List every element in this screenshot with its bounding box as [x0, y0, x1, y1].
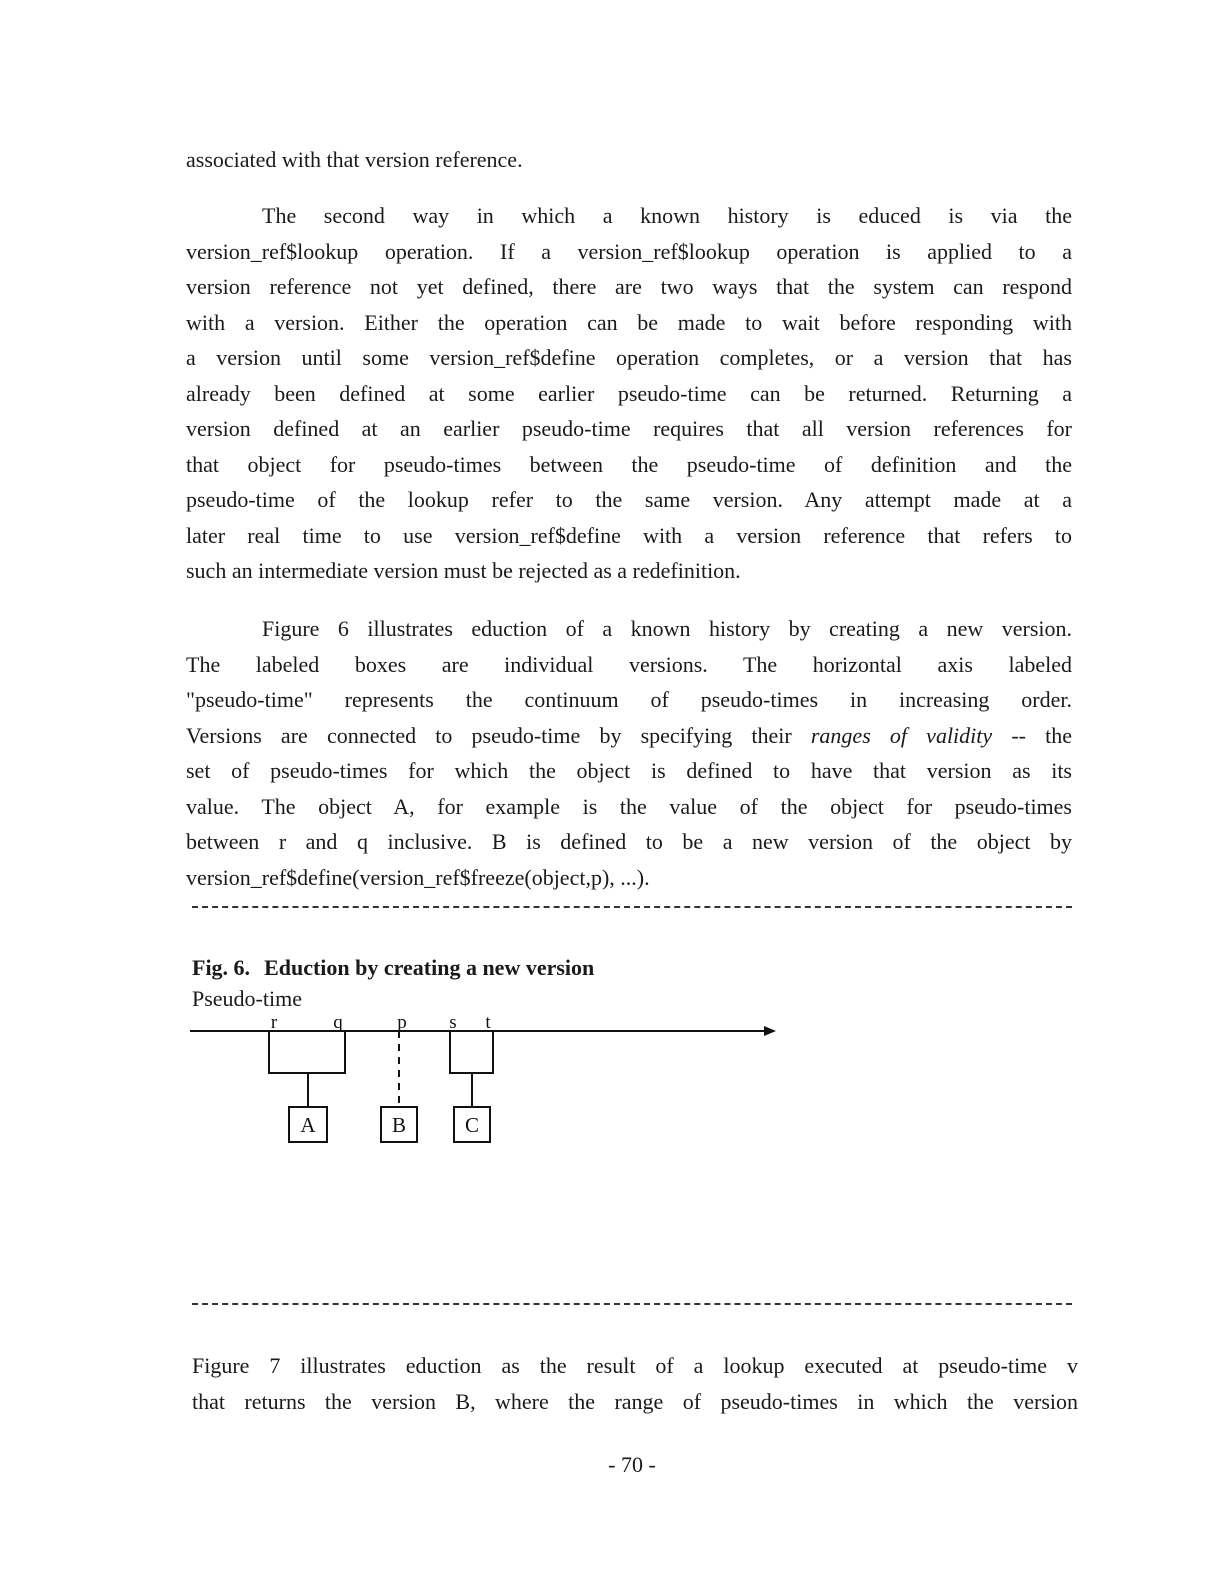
text-line: with a version. Either the operation can be made to wait before responding with — [186, 309, 1072, 335]
version-label-c: C — [464, 1113, 480, 1137]
range-bracket-c — [450, 1031, 493, 1073]
axis-label: Pseudo-time — [192, 986, 302, 1011]
text-line: version_ref$lookup operation. If a version_ref$lookup operation is applied to a — [186, 238, 1072, 264]
paragraph-figure-7-intro — [192, 1348, 1078, 1419]
tick-label-s: s — [449, 1012, 457, 1033]
text-line: The second way in which a known history is educed is via the — [262, 203, 1072, 228]
tick-label-r: r — [270, 1012, 278, 1033]
tick-label-t: t — [485, 1012, 491, 1033]
paragraph-lookup-eduction — [186, 198, 1072, 589]
range-bracket-a — [269, 1031, 345, 1073]
text-line: version reference not yet defined, there are two ways that the system can respond — [186, 274, 1072, 299]
paragraph-continuation — [186, 142, 1072, 178]
text-line: already been defined at some earlier pseudo-time can be returned. Returning a — [186, 380, 1072, 406]
text-line: "pseudo-time" represents the continuum of pseudo-times in increasing order. — [186, 687, 1072, 712]
figure-bottom-divider — [192, 1303, 1072, 1305]
text-line: value. The object A, for example is the value of the object for pseudo-times — [186, 793, 1072, 819]
text-line: version defined at an earlier pseudo-time requires that all version references for — [186, 416, 1072, 441]
text-line: Figure 6 illustrates eduction of a known history by creating a new version. — [262, 616, 1072, 641]
text-segment: Versions are connected to pseudo-time by specifying their — [186, 722, 792, 748]
paragraph-figure-6-description — [186, 611, 1072, 895]
text-line: The labeled boxes are individual versions. The horizontal axis labeled — [186, 651, 1072, 677]
figure-number: Fig. 6. — [192, 955, 251, 980]
text-line: set of pseudo-times for which the object is defined to have that version as its — [186, 758, 1072, 783]
tick-label-p: p — [397, 1012, 407, 1033]
text-line: version_ref$define(version_ref$freeze(object,p), ...). — [186, 864, 650, 890]
eduction-diagram — [180, 1010, 800, 1160]
version-label-a: A — [300, 1113, 316, 1137]
figure-caption: Eduction by creating a new version — [264, 955, 595, 980]
tick-label-q: q — [333, 1012, 343, 1033]
text-line: associated with that version reference. — [186, 147, 523, 172]
version-label-b: B — [391, 1113, 407, 1137]
text-line: between r and q inclusive. B is defined to be a new version of the object by — [186, 829, 1072, 854]
axis-arrowhead-icon — [764, 1026, 776, 1036]
figure-title — [192, 952, 594, 984]
emphasis-ranges-of-validity: ranges of validity — [810, 722, 993, 748]
text-line: later real time to use version_ref$define with a version reference that refers to — [186, 522, 1072, 548]
text-line: a version until some version_ref$define operation completes, or a version that has — [186, 345, 1072, 370]
figure-top-divider — [192, 906, 1072, 908]
text-segment: -- the — [1011, 722, 1073, 748]
text-line: that returns the version B, where the range of pseudo-times in which the version — [192, 1388, 1078, 1414]
text-line — [186, 718, 1072, 754]
text-line: that object for pseudo-times between the pseudo-time of definition and the — [186, 451, 1072, 477]
text-line: pseudo-time of the lookup refer to the same version. Any attempt made at a — [186, 487, 1072, 512]
page-number: - 70 - — [608, 1452, 656, 1477]
text-line: Figure 7 illustrates eduction as the result of a lookup executed at pseudo-time v — [192, 1353, 1078, 1378]
text-line: such an intermediate version must be rejected as a redefinition. — [186, 558, 741, 583]
